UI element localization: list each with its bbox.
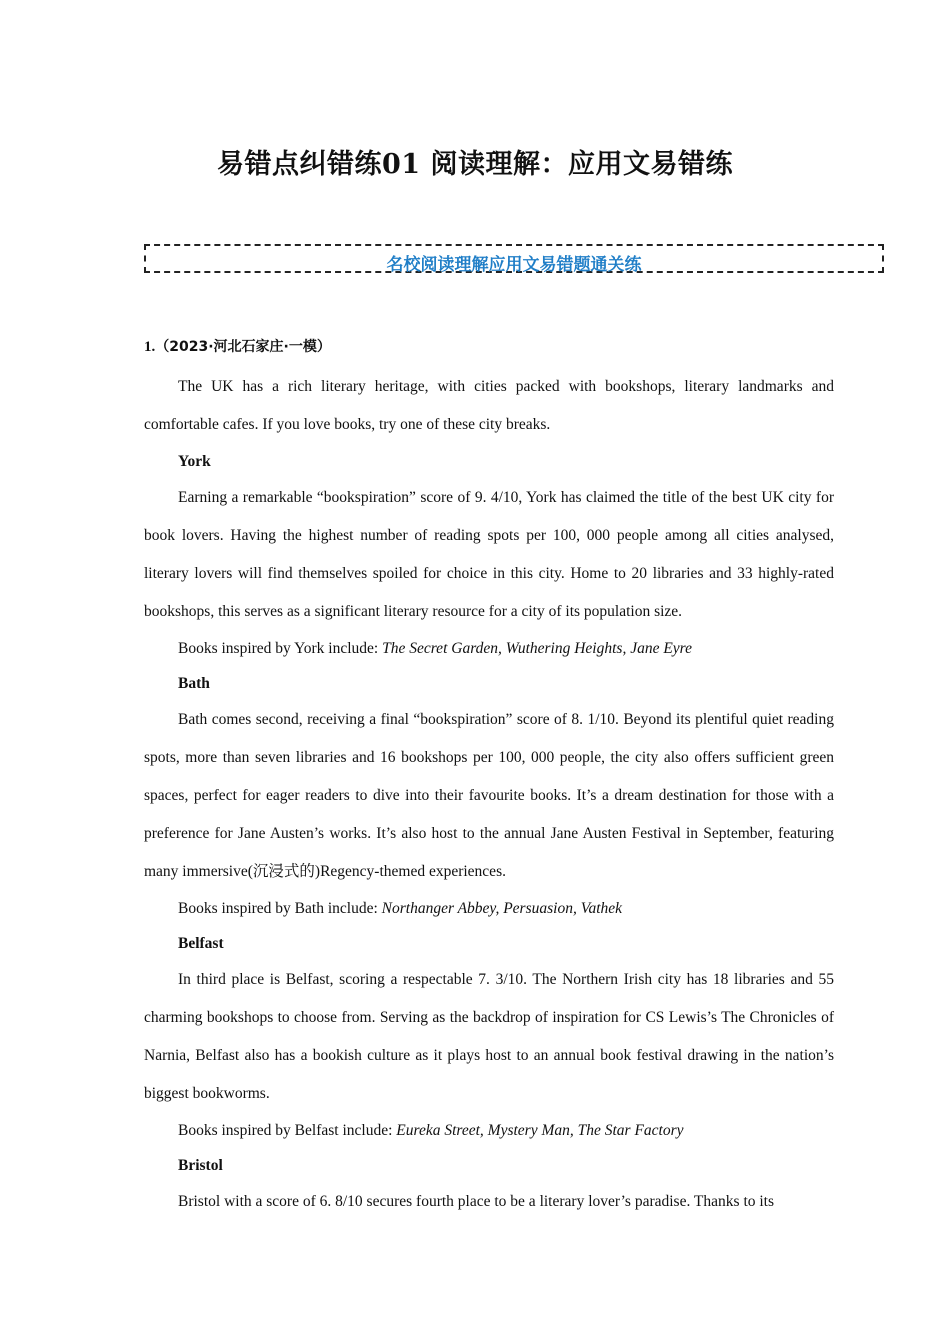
section-heading-bristol: Bristol [178, 1157, 223, 1174]
section-body-bristol: Bristol with a score of 6. 8/10 secures fourth place to be a literary lover’s paradise. Thanks to its [178, 1193, 775, 1210]
banner-text: 名校阅读理解应用文易错题通关练 [386, 255, 642, 275]
books-titles: Eureka Street, Mystery Man, The Star Factory [396, 1122, 684, 1139]
books-titles: Northanger Abbey, Persuasion, Vathek [381, 900, 623, 917]
section-heading-belfast: Belfast [178, 935, 224, 952]
books-prefix: Books inspired by Belfast include: [178, 1122, 397, 1139]
document-body [144, 328, 834, 1221]
section-banner [144, 244, 884, 273]
books-line-york [144, 631, 834, 666]
question-number: 1. [144, 339, 156, 355]
section-heading-york: York [178, 453, 211, 470]
page-title: 易错点纠错练01 阅读理解：应用文易错练 [217, 149, 733, 180]
books-line-belfast [144, 1113, 834, 1148]
question-label [144, 328, 834, 366]
intro-paragraph: The UK has a rich literary heritage, with cities packed with bookshops, literary landmarks and comfortable cafes. If you love books, try one of these city breaks. [144, 378, 834, 433]
books-titles: The Secret Garden, Wuthering Heights, Jane Eyre [382, 640, 693, 657]
books-prefix: Books inspired by York include: [178, 640, 383, 657]
section-body-belfast: In third place is Belfast, scoring a respectable 7. 3/10. The Northern Irish city has 18 libraries and 55 charming bookshops to choose from. Serving as the backdrop of inspiration for CS Lewis’s The Chronicles of Narnia, Belfast also has a bookish culture as it plays host to an annual book festival drawing in the nation’s biggest bookworms. [144, 971, 834, 1102]
section-heading-bath: Bath [178, 675, 210, 692]
section-body-york: Earning a remarkable “bookspiration” score of 9. 4/10, York has claimed the title of the best UK city for book lovers. Having the highest number of reading spots per 100, 000 people among all cities analysed, literary lovers will find themselves spoiled for choice in this city. Home to 20 libraries and 33 highly-rated bookshops, this serves as a significant literary resource for a city of its population size. [144, 489, 834, 620]
section-body-bath: Bath comes second, receiving a final “bookspiration” score of 8. 1/10. Beyond its plentiful quiet reading spots, more than seven libraries and 16 bookshops per 100, 000 people, the city also offers sufficient green spaces, perfect for eager readers to dive into their favourite books. It’s a dream destination for those with a preference for Jane Austen’s works. It’s also host to the annual Jane Austen Festival in September, featuring many immersive(沉浸式的)Regency-themed experiences. [144, 711, 834, 880]
question-source: （2023·河北石家庄·一模） [155, 339, 331, 355]
books-line-bath [144, 891, 834, 926]
books-prefix: Books inspired by Bath include: [178, 900, 382, 917]
